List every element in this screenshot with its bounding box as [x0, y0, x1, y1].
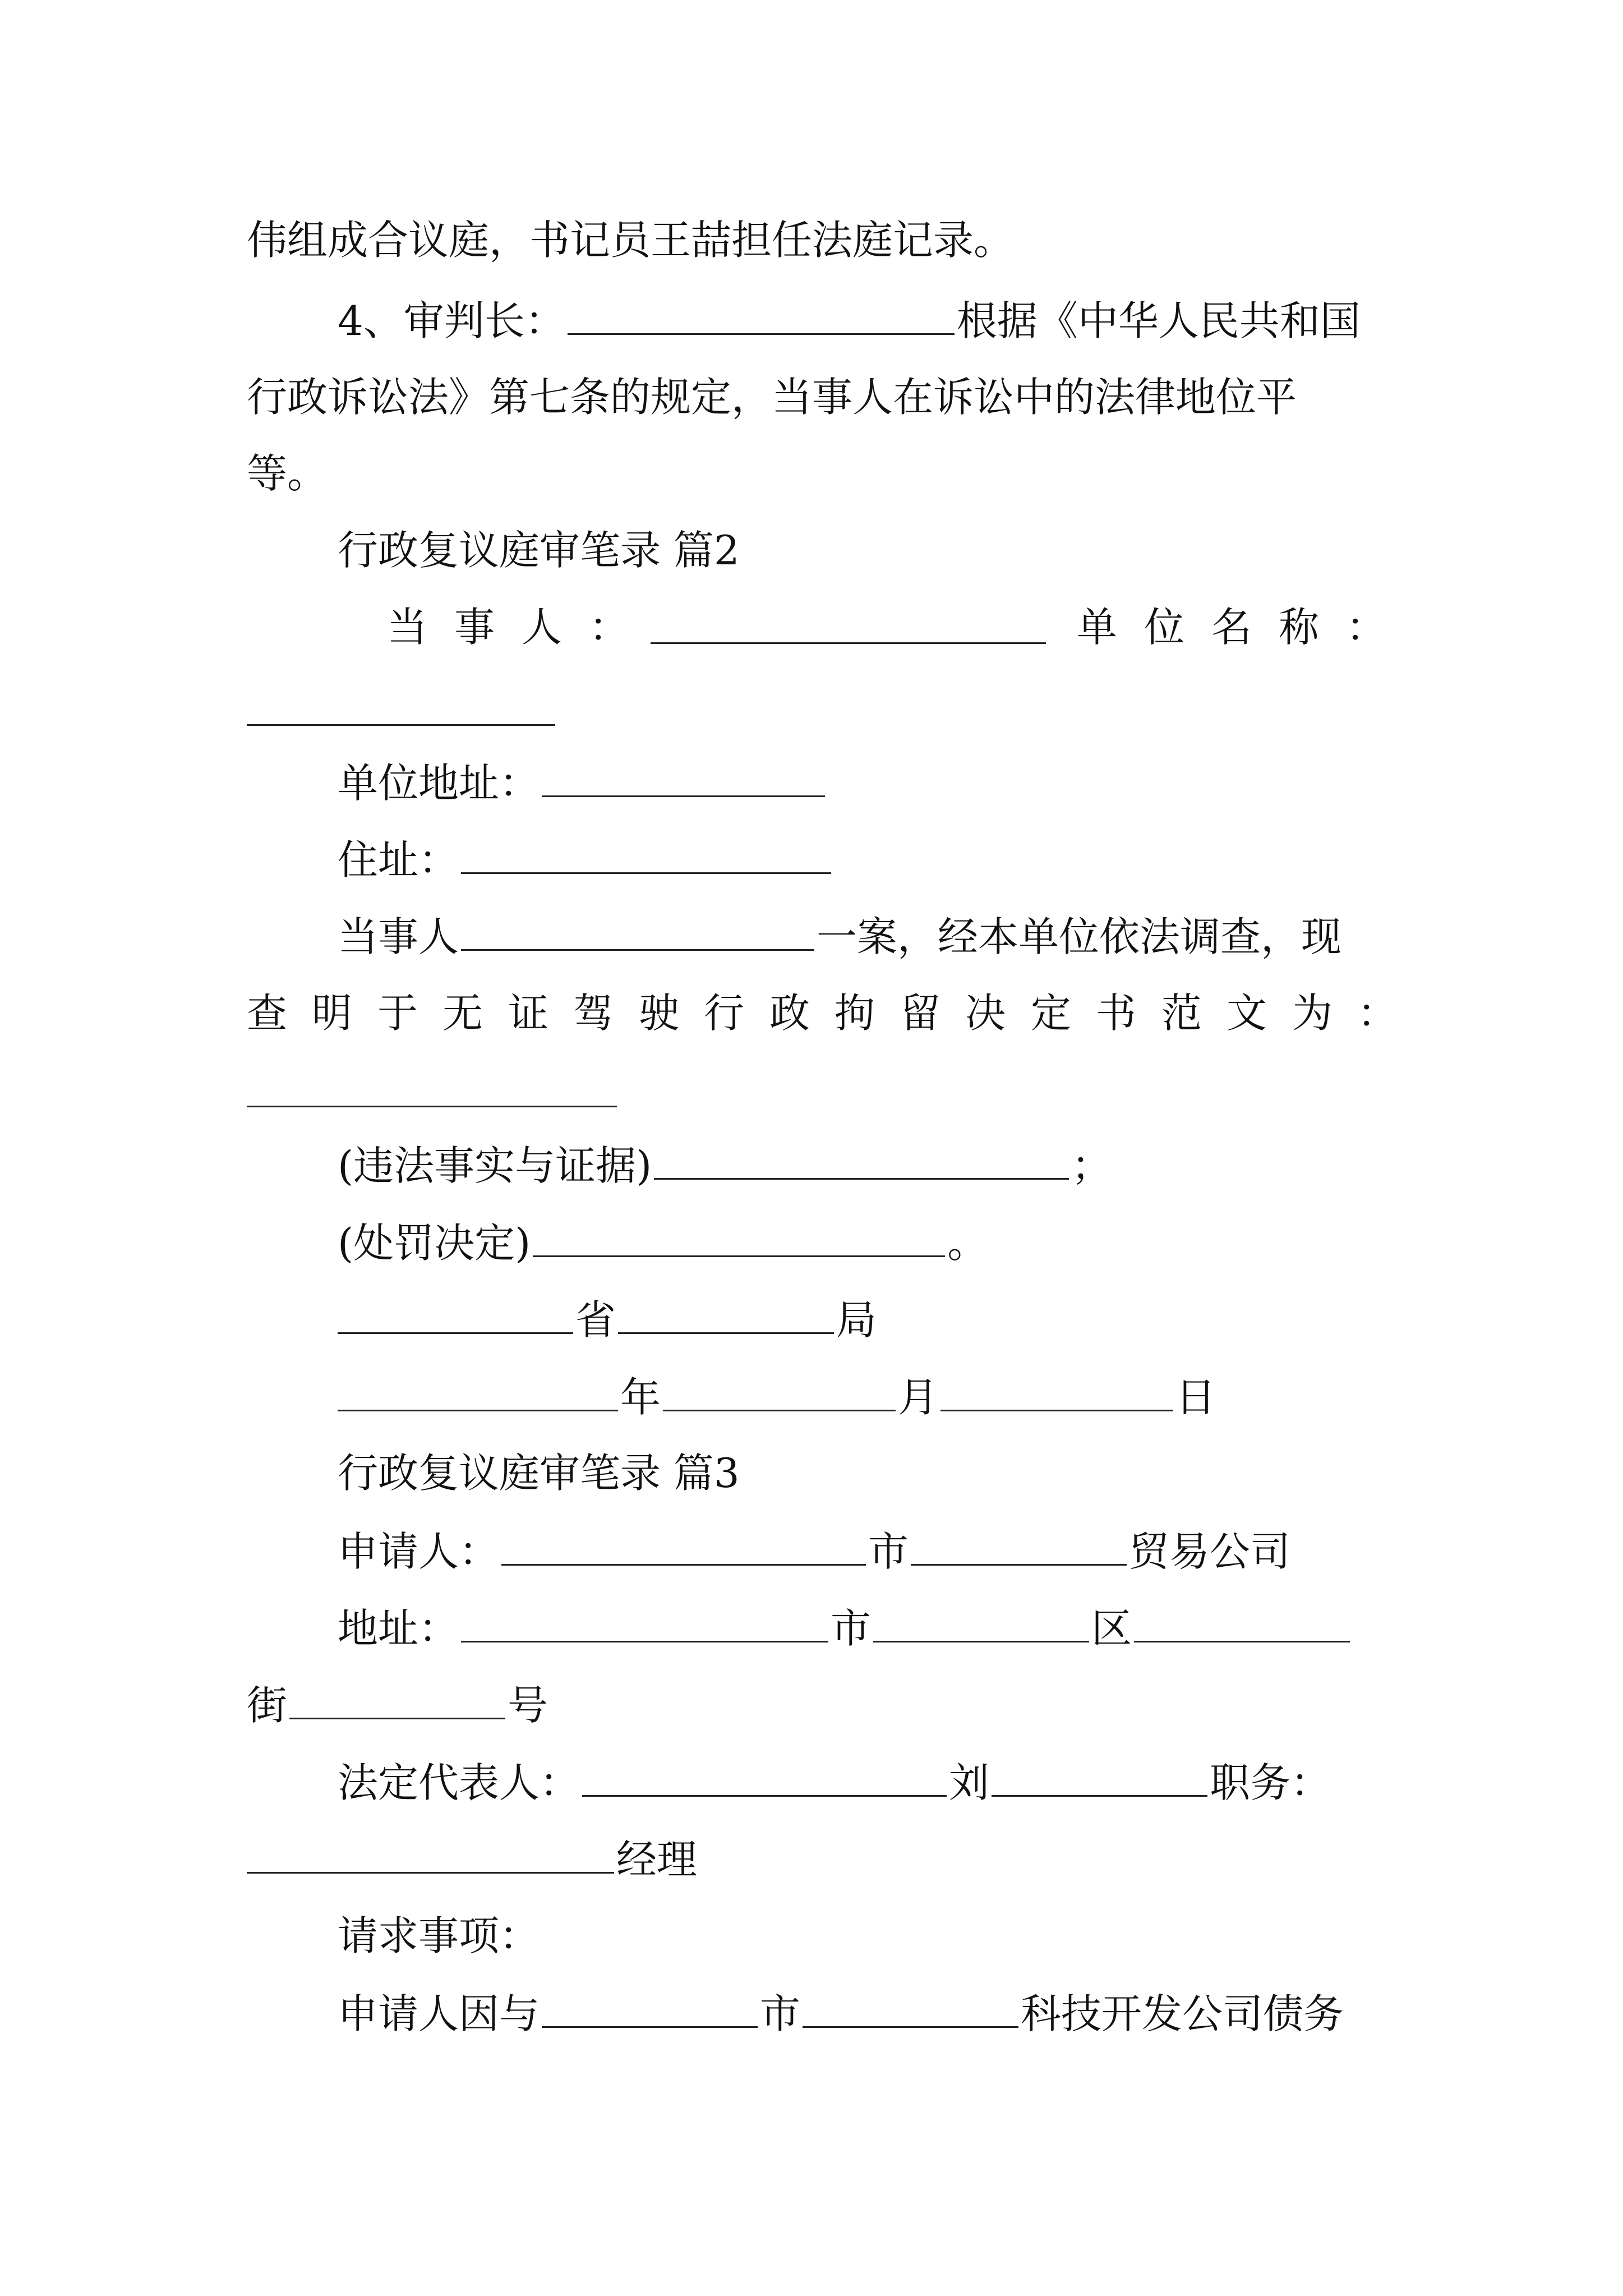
- fill-blank: [651, 641, 1046, 644]
- text-char: 当: [387, 604, 428, 651]
- fill-blank: [542, 1993, 758, 2028]
- paragraph-line: [0, 990, 1623, 1038]
- text-segment: 局: [836, 1296, 877, 1343]
- text-segment: 请求事项：: [338, 1912, 540, 1959]
- text-segment: 伟组成合议庭，书记员王喆担任法庭记录。: [247, 217, 1015, 264]
- text-char: 文: [1227, 990, 1267, 1037]
- text-segment: 区: [1091, 1605, 1132, 1652]
- text-segment: 贸易公司: [1129, 1528, 1291, 1575]
- fill-blank: [533, 1222, 945, 1257]
- fill-blank: [803, 1993, 1018, 2028]
- fill-blank: [940, 1376, 1173, 1411]
- paragraph-line: [247, 374, 1297, 421]
- fill-blank: [618, 1299, 834, 1334]
- paragraph-line: [338, 1912, 540, 1959]
- text-segment: 月: [898, 1374, 939, 1421]
- text-segment: 等。: [247, 450, 328, 497]
- text-char: 驶: [639, 990, 680, 1037]
- text-char: 位: [1144, 604, 1185, 651]
- text-char: 政: [769, 990, 810, 1037]
- section-title-text: 行政复议庭审笔录 篇2: [338, 527, 740, 574]
- fill-blank: [461, 1607, 828, 1642]
- text-segment: (违法事实与证据): [338, 1142, 652, 1189]
- paragraph-line: [338, 1759, 1331, 1806]
- text-segment: 市: [831, 1605, 872, 1652]
- paragraph-line: [338, 1990, 1344, 2037]
- paragraph-line: [338, 913, 1342, 960]
- text-segment: 住址：: [338, 836, 459, 884]
- paragraph-line: [338, 836, 833, 884]
- fill-blank: [461, 915, 814, 951]
- paragraph-line: [338, 1220, 988, 1267]
- fill-blank: [501, 1530, 866, 1566]
- text-segment: 4、审判长：: [338, 297, 565, 344]
- text-char: 查: [247, 990, 288, 1037]
- fill-blank: [873, 1607, 1089, 1642]
- text-segment: 根据《中华人民共和国: [956, 297, 1361, 344]
- fill-blank: [289, 1684, 505, 1719]
- fill-blank: [247, 723, 555, 726]
- text-char: 于: [377, 990, 418, 1037]
- text-segment: 刘: [949, 1759, 990, 1806]
- paragraph-line: [338, 1528, 1291, 1575]
- fill-blank: [663, 1376, 896, 1411]
- paragraph-line: [338, 1605, 1352, 1652]
- fill-blank: [247, 1838, 614, 1874]
- text-char: ：: [1346, 604, 1387, 651]
- fill-blank: [654, 1144, 1069, 1180]
- text-segment: 街: [247, 1682, 288, 1729]
- text-char: 为: [1292, 990, 1333, 1037]
- text-char: 单: [1077, 604, 1118, 651]
- text-char: 拘: [834, 990, 875, 1037]
- text-char: 留: [900, 990, 941, 1037]
- text-char: 决: [965, 990, 1006, 1037]
- text-segment: 当事人: [338, 913, 459, 960]
- paragraph-line: [338, 760, 827, 807]
- text-char: 证: [508, 990, 549, 1037]
- text-segment: 行政诉讼法》第七条的规定，当事人在诉讼中的法律地位平: [247, 374, 1297, 421]
- text-char: 无: [442, 990, 483, 1037]
- paragraph-line: [247, 450, 328, 497]
- text-char: 名: [1211, 604, 1252, 651]
- text-segment: 市: [868, 1528, 909, 1575]
- section-title-text: 行政复议庭审笔录 篇3: [338, 1450, 740, 1497]
- text-segment: 年: [620, 1374, 661, 1421]
- text-segment: 市: [760, 1990, 801, 2037]
- text-char: 行: [704, 990, 745, 1037]
- paragraph-line: [247, 1836, 698, 1883]
- text-char: 驾: [573, 990, 614, 1037]
- paragraph-line: [338, 297, 1361, 344]
- text-segment: 职务：: [1210, 1759, 1331, 1806]
- text-segment: ；: [1071, 1142, 1112, 1189]
- fill-blank: [338, 1299, 573, 1334]
- fill-blank: [542, 762, 825, 797]
- fill-blank: [911, 1530, 1127, 1566]
- text-segment: 地址：: [338, 1605, 459, 1652]
- text-segment: 单位地址：: [338, 760, 540, 807]
- text-segment: 省: [575, 1296, 616, 1343]
- text-segment: 一案，经本单位依法调查，现: [817, 913, 1342, 960]
- text-char: 定: [1031, 990, 1072, 1037]
- text-char: ：: [1357, 990, 1398, 1037]
- text-segment: 号: [508, 1682, 548, 1729]
- text-char: 事: [454, 604, 495, 651]
- fill-blank: [582, 1761, 947, 1797]
- fill-blank: [461, 839, 831, 874]
- paragraph-line: [338, 1142, 1112, 1189]
- text-segment: 申请人因与: [338, 1990, 540, 2037]
- text-char: ：: [589, 604, 630, 651]
- paragraph-line: [338, 1296, 877, 1343]
- text-segment: (处罚决定): [338, 1220, 531, 1267]
- text-segment: 。: [947, 1220, 988, 1267]
- text-segment: 科技开发公司债务: [1021, 1990, 1344, 2037]
- paragraph-line: [338, 1374, 1216, 1421]
- fill-blank: [247, 1104, 617, 1107]
- fill-blank: [568, 300, 955, 335]
- section-title: [338, 1450, 740, 1497]
- text-segment: 经理: [616, 1836, 698, 1883]
- section-title: [338, 527, 740, 574]
- fill-blank: [992, 1761, 1207, 1797]
- text-char: 称: [1279, 604, 1320, 651]
- text-char: 书: [1096, 990, 1137, 1037]
- paragraph-line: [247, 1682, 548, 1729]
- text-char: 人: [522, 604, 562, 651]
- fill-blank: [1134, 1607, 1350, 1642]
- paragraph-line: [0, 604, 1623, 652]
- text-char: 范: [1161, 990, 1202, 1037]
- text-segment: 日: [1175, 1374, 1216, 1421]
- text-char: 明: [312, 990, 353, 1037]
- fill-blank: [338, 1376, 618, 1411]
- paragraph-line: [247, 217, 1015, 264]
- text-segment: 法定代表人：: [338, 1759, 580, 1806]
- text-segment: 申请人：: [338, 1528, 500, 1575]
